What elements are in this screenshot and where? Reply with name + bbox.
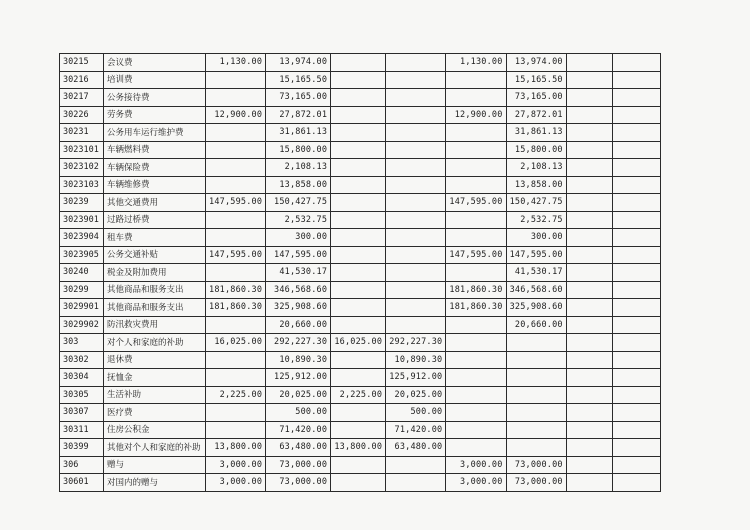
amount-cell-3: [331, 194, 386, 212]
amount-cell-6: [506, 334, 566, 352]
amount-cell-6: 73,165.00: [506, 89, 566, 107]
table-row: [60, 176, 661, 194]
amount-cell-1: [206, 316, 266, 334]
amount-cell-7: [566, 404, 612, 422]
table-row: [60, 404, 661, 422]
amount-cell-8: [612, 369, 660, 387]
amount-cell-1: 147,595.00: [206, 194, 266, 212]
table-row: [60, 386, 661, 404]
table-row: [60, 141, 661, 159]
amount-cell-2: 500.00: [266, 404, 331, 422]
amount-cell-7: [566, 89, 612, 107]
table-row: [60, 264, 661, 282]
amount-cell-4: [386, 281, 446, 299]
table-row: [60, 299, 661, 317]
amount-cell-6: 150,427.75: [506, 194, 566, 212]
amount-cell-8: [612, 264, 660, 282]
amount-cell-3: 13,800.00: [331, 439, 386, 457]
amount-cell-5: [446, 334, 506, 352]
account-code-cell: 30239: [60, 194, 104, 212]
amount-cell-2: 346,568.60: [266, 281, 331, 299]
amount-cell-1: 12,900.00: [206, 106, 266, 124]
amount-cell-8: [612, 456, 660, 474]
account-name-cell: 医疗费: [104, 404, 206, 422]
expenditure-table: [59, 53, 661, 492]
amount-cell-3: [331, 421, 386, 439]
amount-cell-3: 16,025.00: [331, 334, 386, 352]
account-code-cell: 30226: [60, 106, 104, 124]
amount-cell-8: [612, 124, 660, 142]
amount-cell-1: [206, 176, 266, 194]
amount-cell-6: 2,532.75: [506, 211, 566, 229]
amount-cell-1: [206, 159, 266, 177]
amount-cell-1: [206, 404, 266, 422]
amount-cell-8: [612, 474, 660, 492]
amount-cell-2: 20,660.00: [266, 316, 331, 334]
amount-cell-8: [612, 246, 660, 264]
amount-cell-5: 1,130.00: [446, 54, 506, 72]
amount-cell-7: [566, 54, 612, 72]
amount-cell-8: [612, 404, 660, 422]
amount-cell-5: 12,900.00: [446, 106, 506, 124]
amount-cell-7: [566, 299, 612, 317]
account-code-cell: 30307: [60, 404, 104, 422]
amount-cell-6: 346,568.60: [506, 281, 566, 299]
account-name-cell: 住房公积金: [104, 421, 206, 439]
amount-cell-2: 41,530.17: [266, 264, 331, 282]
amount-cell-5: [446, 386, 506, 404]
account-code-cell: 30240: [60, 264, 104, 282]
amount-cell-8: [612, 421, 660, 439]
amount-cell-3: [331, 124, 386, 142]
amount-cell-7: [566, 281, 612, 299]
amount-cell-3: [331, 351, 386, 369]
amount-cell-3: [331, 299, 386, 317]
amount-cell-3: [331, 176, 386, 194]
amount-cell-3: [331, 369, 386, 387]
amount-cell-7: [566, 264, 612, 282]
account-name-cell: 培训费: [104, 71, 206, 89]
amount-cell-1: [206, 264, 266, 282]
amount-cell-1: 147,595.00: [206, 246, 266, 264]
table-row: [60, 474, 661, 492]
amount-cell-6: 13,858.00: [506, 176, 566, 194]
account-code-cell: 3029901: [60, 299, 104, 317]
account-code-cell: 30217: [60, 89, 104, 107]
amount-cell-7: [566, 229, 612, 247]
amount-cell-5: [446, 124, 506, 142]
amount-cell-6: 31,861.13: [506, 124, 566, 142]
account-name-cell: 车辆燃料费: [104, 141, 206, 159]
account-code-cell: 30215: [60, 54, 104, 72]
amount-cell-8: [612, 106, 660, 124]
amount-cell-2: 73,165.00: [266, 89, 331, 107]
amount-cell-7: [566, 211, 612, 229]
amount-cell-5: [446, 229, 506, 247]
amount-cell-5: [446, 211, 506, 229]
account-code-cell: 30305: [60, 386, 104, 404]
amount-cell-7: [566, 194, 612, 212]
account-name-cell: 公务用车运行维护费: [104, 124, 206, 142]
amount-cell-3: [331, 141, 386, 159]
account-code-cell: 3023904: [60, 229, 104, 247]
amount-cell-1: [206, 229, 266, 247]
table-row: [60, 369, 661, 387]
amount-cell-4: [386, 316, 446, 334]
account-name-cell: 车辆保险费: [104, 159, 206, 177]
amount-cell-3: [331, 456, 386, 474]
amount-cell-4: [386, 211, 446, 229]
amount-cell-4: [386, 141, 446, 159]
amount-cell-2: 10,890.30: [266, 351, 331, 369]
amount-cell-2: 31,861.13: [266, 124, 331, 142]
amount-cell-1: 3,000.00: [206, 474, 266, 492]
amount-cell-5: [446, 176, 506, 194]
amount-cell-7: [566, 246, 612, 264]
amount-cell-3: [331, 281, 386, 299]
account-name-cell: 车辆维修费: [104, 176, 206, 194]
account-name-cell: 防汛救灾费用: [104, 316, 206, 334]
amount-cell-1: [206, 89, 266, 107]
amount-cell-2: 73,000.00: [266, 456, 331, 474]
amount-cell-7: [566, 124, 612, 142]
amount-cell-1: 1,130.00: [206, 54, 266, 72]
amount-cell-3: [331, 264, 386, 282]
account-name-cell: 退休费: [104, 351, 206, 369]
account-code-cell: 3023905: [60, 246, 104, 264]
amount-cell-5: [446, 404, 506, 422]
table-row: [60, 194, 661, 212]
amount-cell-8: [612, 439, 660, 457]
account-code-cell: 3023101: [60, 141, 104, 159]
amount-cell-3: [331, 54, 386, 72]
amount-cell-4: [386, 474, 446, 492]
amount-cell-7: [566, 176, 612, 194]
amount-cell-1: 13,800.00: [206, 439, 266, 457]
table-row: [60, 124, 661, 142]
amount-cell-2: 15,800.00: [266, 141, 331, 159]
amount-cell-5: 147,595.00: [446, 246, 506, 264]
account-name-cell: 税金及附加费用: [104, 264, 206, 282]
amount-cell-4: [386, 194, 446, 212]
table-row: [60, 71, 661, 89]
amount-cell-7: [566, 386, 612, 404]
table-row: [60, 281, 661, 299]
amount-cell-4: 292,227.30: [386, 334, 446, 352]
amount-cell-8: [612, 229, 660, 247]
account-name-cell: 其他商品和服务支出: [104, 281, 206, 299]
amount-cell-4: [386, 159, 446, 177]
amount-cell-7: [566, 351, 612, 369]
amount-cell-7: [566, 456, 612, 474]
amount-cell-4: [386, 124, 446, 142]
amount-cell-4: [386, 89, 446, 107]
table-row: [60, 54, 661, 72]
amount-cell-1: [206, 71, 266, 89]
amount-cell-1: [206, 211, 266, 229]
amount-cell-6: [506, 421, 566, 439]
amount-cell-8: [612, 299, 660, 317]
amount-cell-6: 13,974.00: [506, 54, 566, 72]
amount-cell-3: [331, 159, 386, 177]
account-code-cell: 306: [60, 456, 104, 474]
amount-cell-6: 41,530.17: [506, 264, 566, 282]
amount-cell-3: [331, 316, 386, 334]
amount-cell-4: 125,912.00: [386, 369, 446, 387]
amount-cell-4: [386, 246, 446, 264]
amount-cell-3: [331, 71, 386, 89]
amount-cell-1: [206, 141, 266, 159]
amount-cell-4: [386, 264, 446, 282]
account-name-cell: 其他对个人和家庭的补助: [104, 439, 206, 457]
amount-cell-6: 325,908.60: [506, 299, 566, 317]
amount-cell-6: 73,000.00: [506, 474, 566, 492]
amount-cell-5: [446, 159, 506, 177]
amount-cell-2: 150,427.75: [266, 194, 331, 212]
amount-cell-8: [612, 386, 660, 404]
amount-cell-7: [566, 474, 612, 492]
amount-cell-2: 63,480.00: [266, 439, 331, 457]
account-name-cell: 过路过桥费: [104, 211, 206, 229]
amount-cell-2: 13,974.00: [266, 54, 331, 72]
account-name-cell: 其他交通费用: [104, 194, 206, 212]
amount-cell-4: [386, 299, 446, 317]
account-code-cell: 3023102: [60, 159, 104, 177]
amount-cell-6: 73,000.00: [506, 456, 566, 474]
amount-cell-4: [386, 176, 446, 194]
amount-cell-4: 500.00: [386, 404, 446, 422]
amount-cell-5: [446, 369, 506, 387]
amount-cell-6: 27,872.01: [506, 106, 566, 124]
account-code-cell: 30601: [60, 474, 104, 492]
amount-cell-3: [331, 246, 386, 264]
amount-cell-3: [331, 89, 386, 107]
amount-cell-4: [386, 54, 446, 72]
table-row: [60, 439, 661, 457]
amount-cell-7: [566, 159, 612, 177]
account-code-cell: 30399: [60, 439, 104, 457]
amount-cell-5: [446, 89, 506, 107]
table-row: [60, 246, 661, 264]
amount-cell-1: 181,860.30: [206, 299, 266, 317]
table-row: [60, 89, 661, 107]
amount-cell-4: [386, 106, 446, 124]
table-body: [60, 54, 661, 492]
amount-cell-2: 125,912.00: [266, 369, 331, 387]
amount-cell-2: 71,420.00: [266, 421, 331, 439]
amount-cell-5: [446, 71, 506, 89]
amount-cell-5: [446, 141, 506, 159]
amount-cell-1: [206, 351, 266, 369]
amount-cell-6: 300.00: [506, 229, 566, 247]
amount-cell-2: 2,108.13: [266, 159, 331, 177]
amount-cell-2: 13,858.00: [266, 176, 331, 194]
amount-cell-3: 2,225.00: [331, 386, 386, 404]
amount-cell-6: 2,108.13: [506, 159, 566, 177]
amount-cell-1: 16,025.00: [206, 334, 266, 352]
amount-cell-1: 3,000.00: [206, 456, 266, 474]
amount-cell-3: [331, 404, 386, 422]
amount-cell-5: [446, 264, 506, 282]
amount-cell-8: [612, 176, 660, 194]
amount-cell-8: [612, 316, 660, 334]
table-row: [60, 334, 661, 352]
table-row: [60, 159, 661, 177]
amount-cell-2: 27,872.01: [266, 106, 331, 124]
amount-cell-7: [566, 369, 612, 387]
amount-cell-6: 147,595.00: [506, 246, 566, 264]
account-code-cell: 3023103: [60, 176, 104, 194]
amount-cell-5: 3,000.00: [446, 456, 506, 474]
amount-cell-2: 20,025.00: [266, 386, 331, 404]
amount-cell-8: [612, 211, 660, 229]
amount-cell-5: [446, 439, 506, 457]
account-code-cell: 3029902: [60, 316, 104, 334]
table-row: [60, 316, 661, 334]
account-code-cell: 3023901: [60, 211, 104, 229]
account-code-cell: 30299: [60, 281, 104, 299]
amount-cell-2: 292,227.30: [266, 334, 331, 352]
amount-cell-5: 147,595.00: [446, 194, 506, 212]
amount-cell-4: 20,025.00: [386, 386, 446, 404]
table-row: [60, 229, 661, 247]
account-name-cell: 对国内的赠与: [104, 474, 206, 492]
account-name-cell: 租车费: [104, 229, 206, 247]
amount-cell-5: [446, 421, 506, 439]
amount-cell-1: [206, 421, 266, 439]
table-row: [60, 211, 661, 229]
amount-cell-7: [566, 316, 612, 334]
amount-cell-5: [446, 316, 506, 334]
account-code-cell: 303: [60, 334, 104, 352]
amount-cell-4: [386, 229, 446, 247]
amount-cell-4: 63,480.00: [386, 439, 446, 457]
amount-cell-4: 71,420.00: [386, 421, 446, 439]
amount-cell-2: 300.00: [266, 229, 331, 247]
account-code-cell: 30231: [60, 124, 104, 142]
account-code-cell: 30304: [60, 369, 104, 387]
account-name-cell: 生活补助: [104, 386, 206, 404]
table-row: [60, 421, 661, 439]
table-row: [60, 351, 661, 369]
amount-cell-3: [331, 474, 386, 492]
amount-cell-4: [386, 71, 446, 89]
amount-cell-3: [331, 211, 386, 229]
amount-cell-5: 181,860.30: [446, 299, 506, 317]
amount-cell-2: 2,532.75: [266, 211, 331, 229]
account-name-cell: 会议费: [104, 54, 206, 72]
account-name-cell: 公务接待费: [104, 89, 206, 107]
amount-cell-4: 10,890.30: [386, 351, 446, 369]
account-name-cell: 劳务费: [104, 106, 206, 124]
amount-cell-1: 181,860.30: [206, 281, 266, 299]
account-name-cell: 公务交通补贴: [104, 246, 206, 264]
amount-cell-6: [506, 439, 566, 457]
amount-cell-5: [446, 351, 506, 369]
amount-cell-1: [206, 124, 266, 142]
amount-cell-2: 325,908.60: [266, 299, 331, 317]
amount-cell-3: [331, 106, 386, 124]
account-code-cell: 30216: [60, 71, 104, 89]
amount-cell-8: [612, 351, 660, 369]
amount-cell-8: [612, 194, 660, 212]
amount-cell-7: [566, 141, 612, 159]
amount-cell-6: 15,800.00: [506, 141, 566, 159]
account-name-cell: 其他商品和服务支出: [104, 299, 206, 317]
amount-cell-7: [566, 106, 612, 124]
amount-cell-6: 15,165.50: [506, 71, 566, 89]
amount-cell-8: [612, 281, 660, 299]
amount-cell-8: [612, 334, 660, 352]
amount-cell-8: [612, 89, 660, 107]
amount-cell-7: [566, 334, 612, 352]
amount-cell-6: [506, 404, 566, 422]
amount-cell-6: [506, 369, 566, 387]
amount-cell-2: 15,165.50: [266, 71, 331, 89]
account-code-cell: 30311: [60, 421, 104, 439]
amount-cell-3: [331, 229, 386, 247]
amount-cell-6: [506, 351, 566, 369]
account-name-cell: 抚恤金: [104, 369, 206, 387]
table-row: [60, 106, 661, 124]
amount-cell-1: 2,225.00: [206, 386, 266, 404]
amount-cell-8: [612, 159, 660, 177]
table-row: [60, 456, 661, 474]
account-name-cell: 赠与: [104, 456, 206, 474]
amount-cell-4: [386, 456, 446, 474]
account-code-cell: 30302: [60, 351, 104, 369]
amount-cell-7: [566, 439, 612, 457]
amount-cell-2: 73,000.00: [266, 474, 331, 492]
amount-cell-8: [612, 71, 660, 89]
amount-cell-8: [612, 54, 660, 72]
amount-cell-8: [612, 141, 660, 159]
amount-cell-5: 3,000.00: [446, 474, 506, 492]
account-name-cell: 对个人和家庭的补助: [104, 334, 206, 352]
amount-cell-7: [566, 71, 612, 89]
amount-cell-6: 20,660.00: [506, 316, 566, 334]
amount-cell-7: [566, 421, 612, 439]
amount-cell-5: 181,860.30: [446, 281, 506, 299]
amount-cell-1: [206, 369, 266, 387]
amount-cell-2: 147,595.00: [266, 246, 331, 264]
amount-cell-6: [506, 386, 566, 404]
